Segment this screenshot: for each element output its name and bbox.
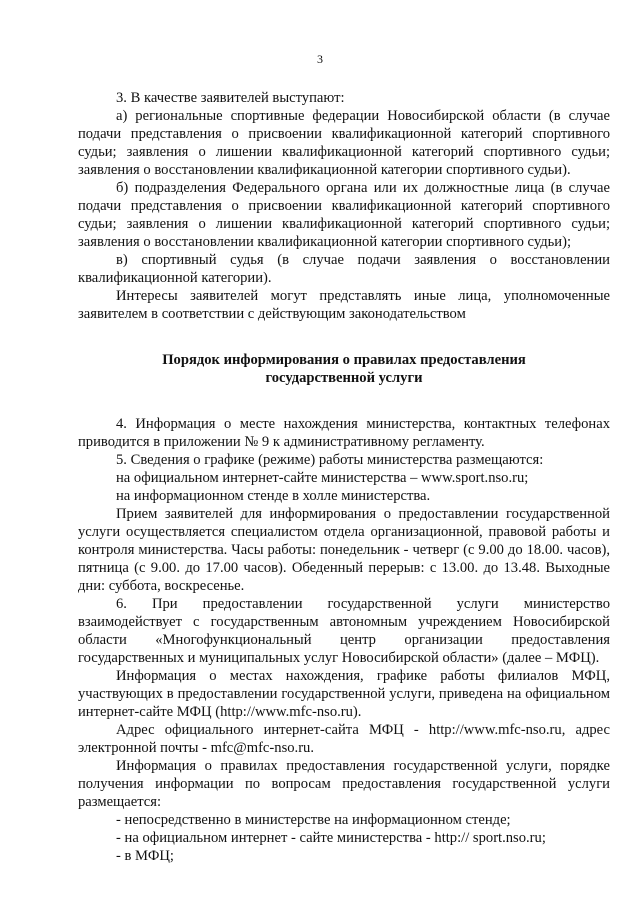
paragraph-item-4: 4. Информация о месте нахождения министерства, контактных телефонах приводится в приложении № 9 к административному регламенту. [78, 416, 610, 450]
paragraph-item-5: 5. Сведения о графике (режиме) работы министерства размещаются: [116, 452, 544, 468]
paragraph-mfc-address: Адрес официального интернет-сайта МФЦ - http://www.mfc-nso.ru, адрес электронной почты - mfc@mfc-nso.ru. [78, 722, 610, 756]
list-item-info-stand: - непосредственно в министерстве на информационном стенде; [116, 812, 511, 828]
paragraph-applicants-a: а) региональные спортивные федерации Новосибирской области (в случае подачи представления о присвоении квалификационной категорий спортивного судьи; заявления о лишении квалификационной категорий спортивного судьи; заявления о восстановлении квалификационной категории спортивного судьи). [78, 108, 610, 178]
paragraph-mfc-branches: Информация о местах нахождения, графике работы филиалов МФЦ, участвующих в предоставлении государственной услуги, приведена на официальном интернет-сайте МФЦ (http://www.mfc-nso.ru). [78, 668, 610, 720]
paragraph-reception-hours: Прием заявителей для информирования о предоставлении государственной услуги осуществляется специалистом отдела организационной, правовой работы и контроля министерства. Часы работы: понедельник - четверг (с 9.00 до 18.00. часов), пятница (с 9.00. до 17.00 часов). Обеденный перерыв: с 13.00. до 13.48. Выходные дни: суббота, воскресенье. [78, 506, 610, 594]
paragraph-rules-info: Информация о правилах предоставления государственной услуги, порядке получения информации по вопросам предоставления государственной услуги размещается: [78, 758, 610, 810]
page-number: 3 [317, 52, 323, 66]
section-heading [78, 351, 610, 387]
section-heading-line2: государственной услуги [265, 370, 423, 386]
paragraph-applicants-c: в) спортивный судья (в случае подачи заявления о восстановлении квалификационной категории). [78, 252, 610, 286]
list-item-mfc: - в МФЦ; [116, 848, 174, 864]
document-body [78, 89, 610, 865]
paragraph-info-stand: на информационном стенде в холле министерства. [116, 488, 431, 504]
list-item-website: - на официальном интернет - сайте министерства - http:// sport.nso.ru; [116, 830, 546, 846]
section-heading-line1: Порядок информирования о правилах предоставления [162, 352, 526, 368]
paragraph-applicants-b: б) подразделения Федерального органа или их должностные лица (в случае подачи представления о присвоении квалификационной категорий спортивного судьи; заявления о лишении квалификационной категорий спортивного судьи; заявления о восстановлении квалификационной категории спортивного судьи); [78, 180, 610, 250]
paragraph-representatives: Интересы заявителей могут представлять иные лица, уполномоченные заявителем в соответствии с действующим законодательством [78, 288, 610, 322]
paragraph-applicants-intro: 3. В качестве заявителей выступают: [116, 90, 345, 106]
paragraph-website: на официальном интернет-сайте министерства – www.sport.nso.ru; [116, 470, 529, 486]
paragraph-item-6: 6. При предоставлении государственной услуги министерство взаимодействует с государственным автономным учреждением Новосибирской области «Многофункциональный центр организации предоставления государственных и муниципальных услуг Новосибирской области» (далее – МФЦ). [78, 596, 610, 666]
